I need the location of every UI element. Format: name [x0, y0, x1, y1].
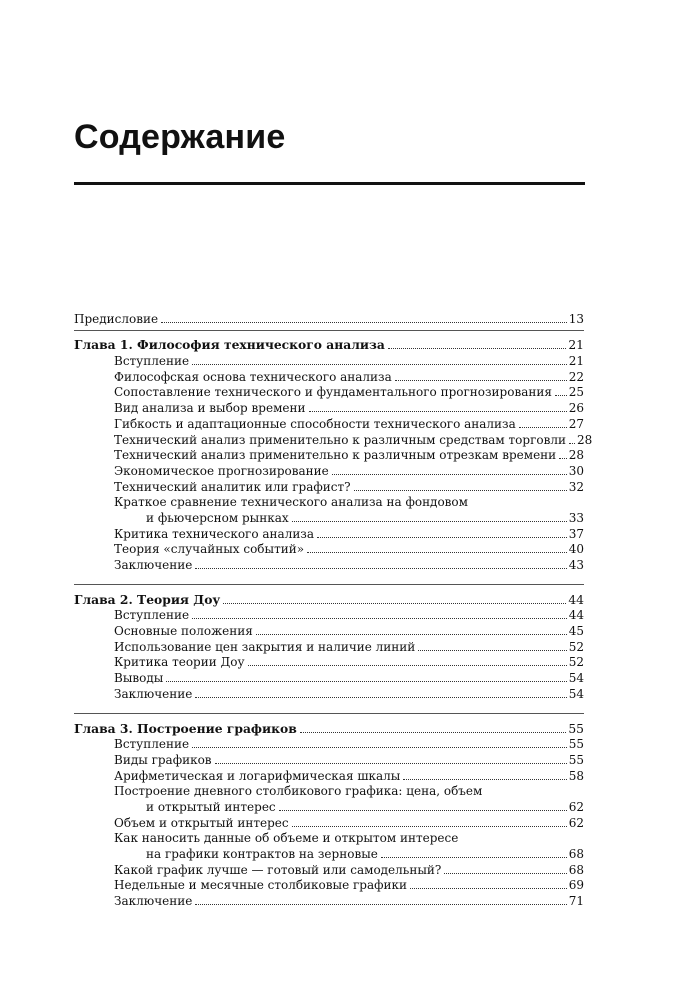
toc-entry-label-continued: на графики контрактов на зерновые: [146, 847, 378, 861]
toc-page-number: 62: [568, 815, 584, 830]
chapter-list: [74, 330, 593, 916]
dot-leader: [388, 348, 567, 349]
toc-entry-label: Вступление: [114, 608, 190, 623]
toc-page-number: 33: [568, 510, 584, 525]
toc-chapter-heading[interactable]: [74, 591, 584, 607]
toc-chapter-heading[interactable]: [74, 720, 584, 736]
toc-entry-label: Вступление: [114, 354, 190, 369]
dot-leader: [292, 521, 567, 522]
dot-leader: [166, 681, 566, 682]
toc-entry[interactable]: [74, 685, 584, 701]
toc-page-number: 32: [568, 479, 584, 494]
toc-entry[interactable]: [74, 384, 584, 400]
toc-page-number: 71: [568, 894, 584, 909]
dot-leader: [223, 603, 566, 604]
toc-entry[interactable]: [74, 368, 584, 384]
toc-entry-label: Основные положения: [114, 624, 253, 639]
dot-leader: [395, 380, 567, 381]
dot-leader: [354, 490, 567, 491]
toc-page-number: 37: [568, 526, 584, 541]
toc-entry[interactable]: [74, 525, 584, 541]
toc-entry-label: Как наносить данные об объеме и открытом интересе: [114, 831, 459, 846]
toc-page-number: 69: [568, 878, 584, 893]
dot-leader: [248, 665, 567, 666]
toc-entry-label: Технический анализ применительно к различным отрезкам времени: [114, 448, 557, 463]
dot-leader: [292, 826, 567, 827]
dot-leader: [195, 904, 566, 905]
toc-entry[interactable]: [74, 814, 584, 830]
toc-page-number: 21: [568, 354, 584, 369]
toc-chapter-label: Глава 1. Философия технического анализа: [74, 337, 385, 353]
toc-page-number: 22: [568, 369, 584, 384]
toc-page-number: 26: [568, 401, 584, 416]
toc-entry-label: Технический анализ применительно к различным средствам торговли: [114, 432, 566, 447]
toc-entry[interactable]: [74, 751, 584, 767]
toc-entry-label: Предисловие: [74, 311, 159, 326]
toc-page-number: 54: [568, 671, 584, 686]
toc-page-number: 44: [568, 608, 584, 623]
toc-page-number: 68: [568, 862, 584, 877]
dot-leader: [161, 322, 567, 323]
dot-leader: [256, 634, 567, 635]
toc-entry-label: Заключение: [114, 686, 193, 701]
dot-leader: [332, 474, 567, 475]
toc-entry[interactable]: [74, 830, 584, 861]
toc-entry-label: Философская основа технического анализа: [114, 369, 392, 384]
dot-leader: [192, 364, 567, 365]
section-divider: [74, 713, 584, 714]
toc-entry-label: Экономическое прогнозирование: [114, 463, 329, 478]
dot-leader: [559, 458, 567, 459]
dot-leader: [192, 747, 567, 748]
toc-page-number: 30: [568, 463, 584, 478]
dot-leader: [381, 857, 567, 858]
dot-leader: [309, 411, 567, 412]
toc-page-number: 28: [576, 432, 593, 447]
toc-entry[interactable]: [74, 556, 584, 572]
toc-page-number: 43: [568, 558, 584, 572]
toc-entry-label: Заключение: [114, 558, 193, 572]
toc-page-number: 55: [568, 752, 584, 767]
toc-page-number: 13: [568, 311, 584, 326]
dot-leader: [279, 810, 567, 811]
dot-leader: [555, 395, 567, 396]
section-divider: [74, 584, 584, 585]
toc-chapter-label: Глава 2. Теория Доу: [74, 591, 221, 607]
toc-entry[interactable]: [74, 861, 584, 877]
toc-entry[interactable]: [74, 478, 584, 494]
toc-page-number: 45: [568, 624, 584, 639]
toc-page-number: 25: [568, 385, 584, 400]
toc-entry-label: Теория «случайных событий»: [114, 542, 305, 557]
toc-chapter-heading[interactable]: [74, 337, 584, 353]
toc-page-number: 27: [568, 416, 584, 431]
toc-entry-label: Построение дневного столбикового графика: цена, объем: [114, 784, 483, 799]
toc-entry-label: Заключение: [114, 894, 193, 909]
toc-entry[interactable]: [74, 783, 584, 814]
toc-entry-label: Арифметическая и логарифмическая шкалы: [114, 768, 401, 783]
toc-entry[interactable]: [74, 607, 584, 623]
section-spacer: [74, 908, 584, 916]
toc-page-number: 55: [568, 737, 584, 752]
dot-leader: [403, 779, 566, 780]
section-spacer: [74, 572, 584, 580]
toc-page-number: 62: [568, 799, 584, 814]
toc-entry-label: Вид анализа и выбор времени: [114, 401, 306, 416]
toc-entry[interactable]: [74, 541, 584, 557]
toc-entry[interactable]: [74, 447, 584, 463]
toc-entry-label: Какой график лучше — готовый или самодельный?: [114, 862, 442, 877]
toc-entry[interactable]: [74, 494, 584, 525]
dot-leader: [444, 873, 566, 874]
toc-entry-label-continued: и фьючерсном рынках: [146, 510, 289, 525]
dot-leader: [519, 427, 567, 428]
toc-entry[interactable]: [74, 767, 584, 783]
table-of-contents: [74, 310, 593, 916]
toc-entry[interactable]: [74, 877, 584, 893]
dot-leader: [300, 732, 567, 733]
dot-leader: [195, 697, 566, 698]
toc-entry-label: Краткое сравнение технического анализа на фондовом: [114, 495, 468, 510]
dot-leader: [317, 537, 567, 538]
toc-page-number: 52: [568, 639, 584, 654]
toc-entry[interactable]: [74, 399, 584, 415]
dot-leader: [195, 568, 566, 569]
toc-entry[interactable]: [74, 352, 584, 368]
toc-page-number: 54: [568, 686, 584, 701]
title-rule: [74, 182, 585, 185]
dot-leader: [418, 650, 566, 651]
toc-entry-label: Выводы: [114, 671, 164, 686]
toc-entry[interactable]: [74, 431, 593, 447]
toc-entry[interactable]: [74, 736, 584, 752]
toc-page-number: 28: [568, 448, 584, 463]
toc-entry[interactable]: [74, 462, 584, 478]
toc-entry[interactable]: [74, 669, 584, 685]
toc-page-number: 68: [568, 847, 584, 861]
toc-entry[interactable]: [74, 654, 584, 670]
toc-entry-label: Вступление: [114, 737, 190, 752]
dot-leader: [569, 443, 575, 444]
page-title: Содержание: [74, 118, 286, 156]
toc-entry[interactable]: [74, 892, 584, 908]
toc-page-number: 21: [568, 338, 584, 353]
toc-entry-label: Использование цен закрытия и наличие линий: [114, 639, 416, 654]
toc-entry-preface[interactable]: [74, 310, 584, 326]
toc-page-number: 44: [568, 592, 584, 607]
toc-chapter-label: Глава 3. Построение графиков: [74, 720, 297, 736]
toc-entry-label: Критика теории Доу: [114, 655, 245, 670]
toc-page-number: 52: [568, 655, 584, 670]
toc-entry-label: Гибкость и адаптационные способности технического анализа: [114, 416, 516, 431]
dot-leader: [410, 888, 567, 889]
toc-entry[interactable]: [74, 638, 584, 654]
dot-leader: [192, 618, 567, 619]
toc-entry-label: Виды графиков: [114, 752, 212, 767]
toc-entry-label-continued: и открытый интерес: [146, 799, 276, 814]
toc-entry-label: Критика технического анализа: [114, 526, 315, 541]
toc-entry[interactable]: [74, 622, 584, 638]
dot-leader: [307, 552, 567, 553]
section-spacer: [74, 701, 584, 709]
toc-entry-label: Сопоставление технического и фундаментального прогнозирования: [114, 385, 552, 400]
toc-entry-label: Технический аналитик или графист?: [114, 479, 351, 494]
dot-leader: [215, 763, 567, 764]
toc-entry-label: Объем и открытый интерес: [114, 815, 289, 830]
section-divider: [74, 330, 584, 331]
toc-page-number: 40: [568, 542, 584, 557]
toc-entry-label: Недельные и месячные столбиковые графики: [114, 878, 408, 893]
toc-page-number: 58: [568, 768, 584, 783]
toc-entry[interactable]: [74, 415, 584, 431]
toc-page-number: 55: [568, 721, 584, 736]
